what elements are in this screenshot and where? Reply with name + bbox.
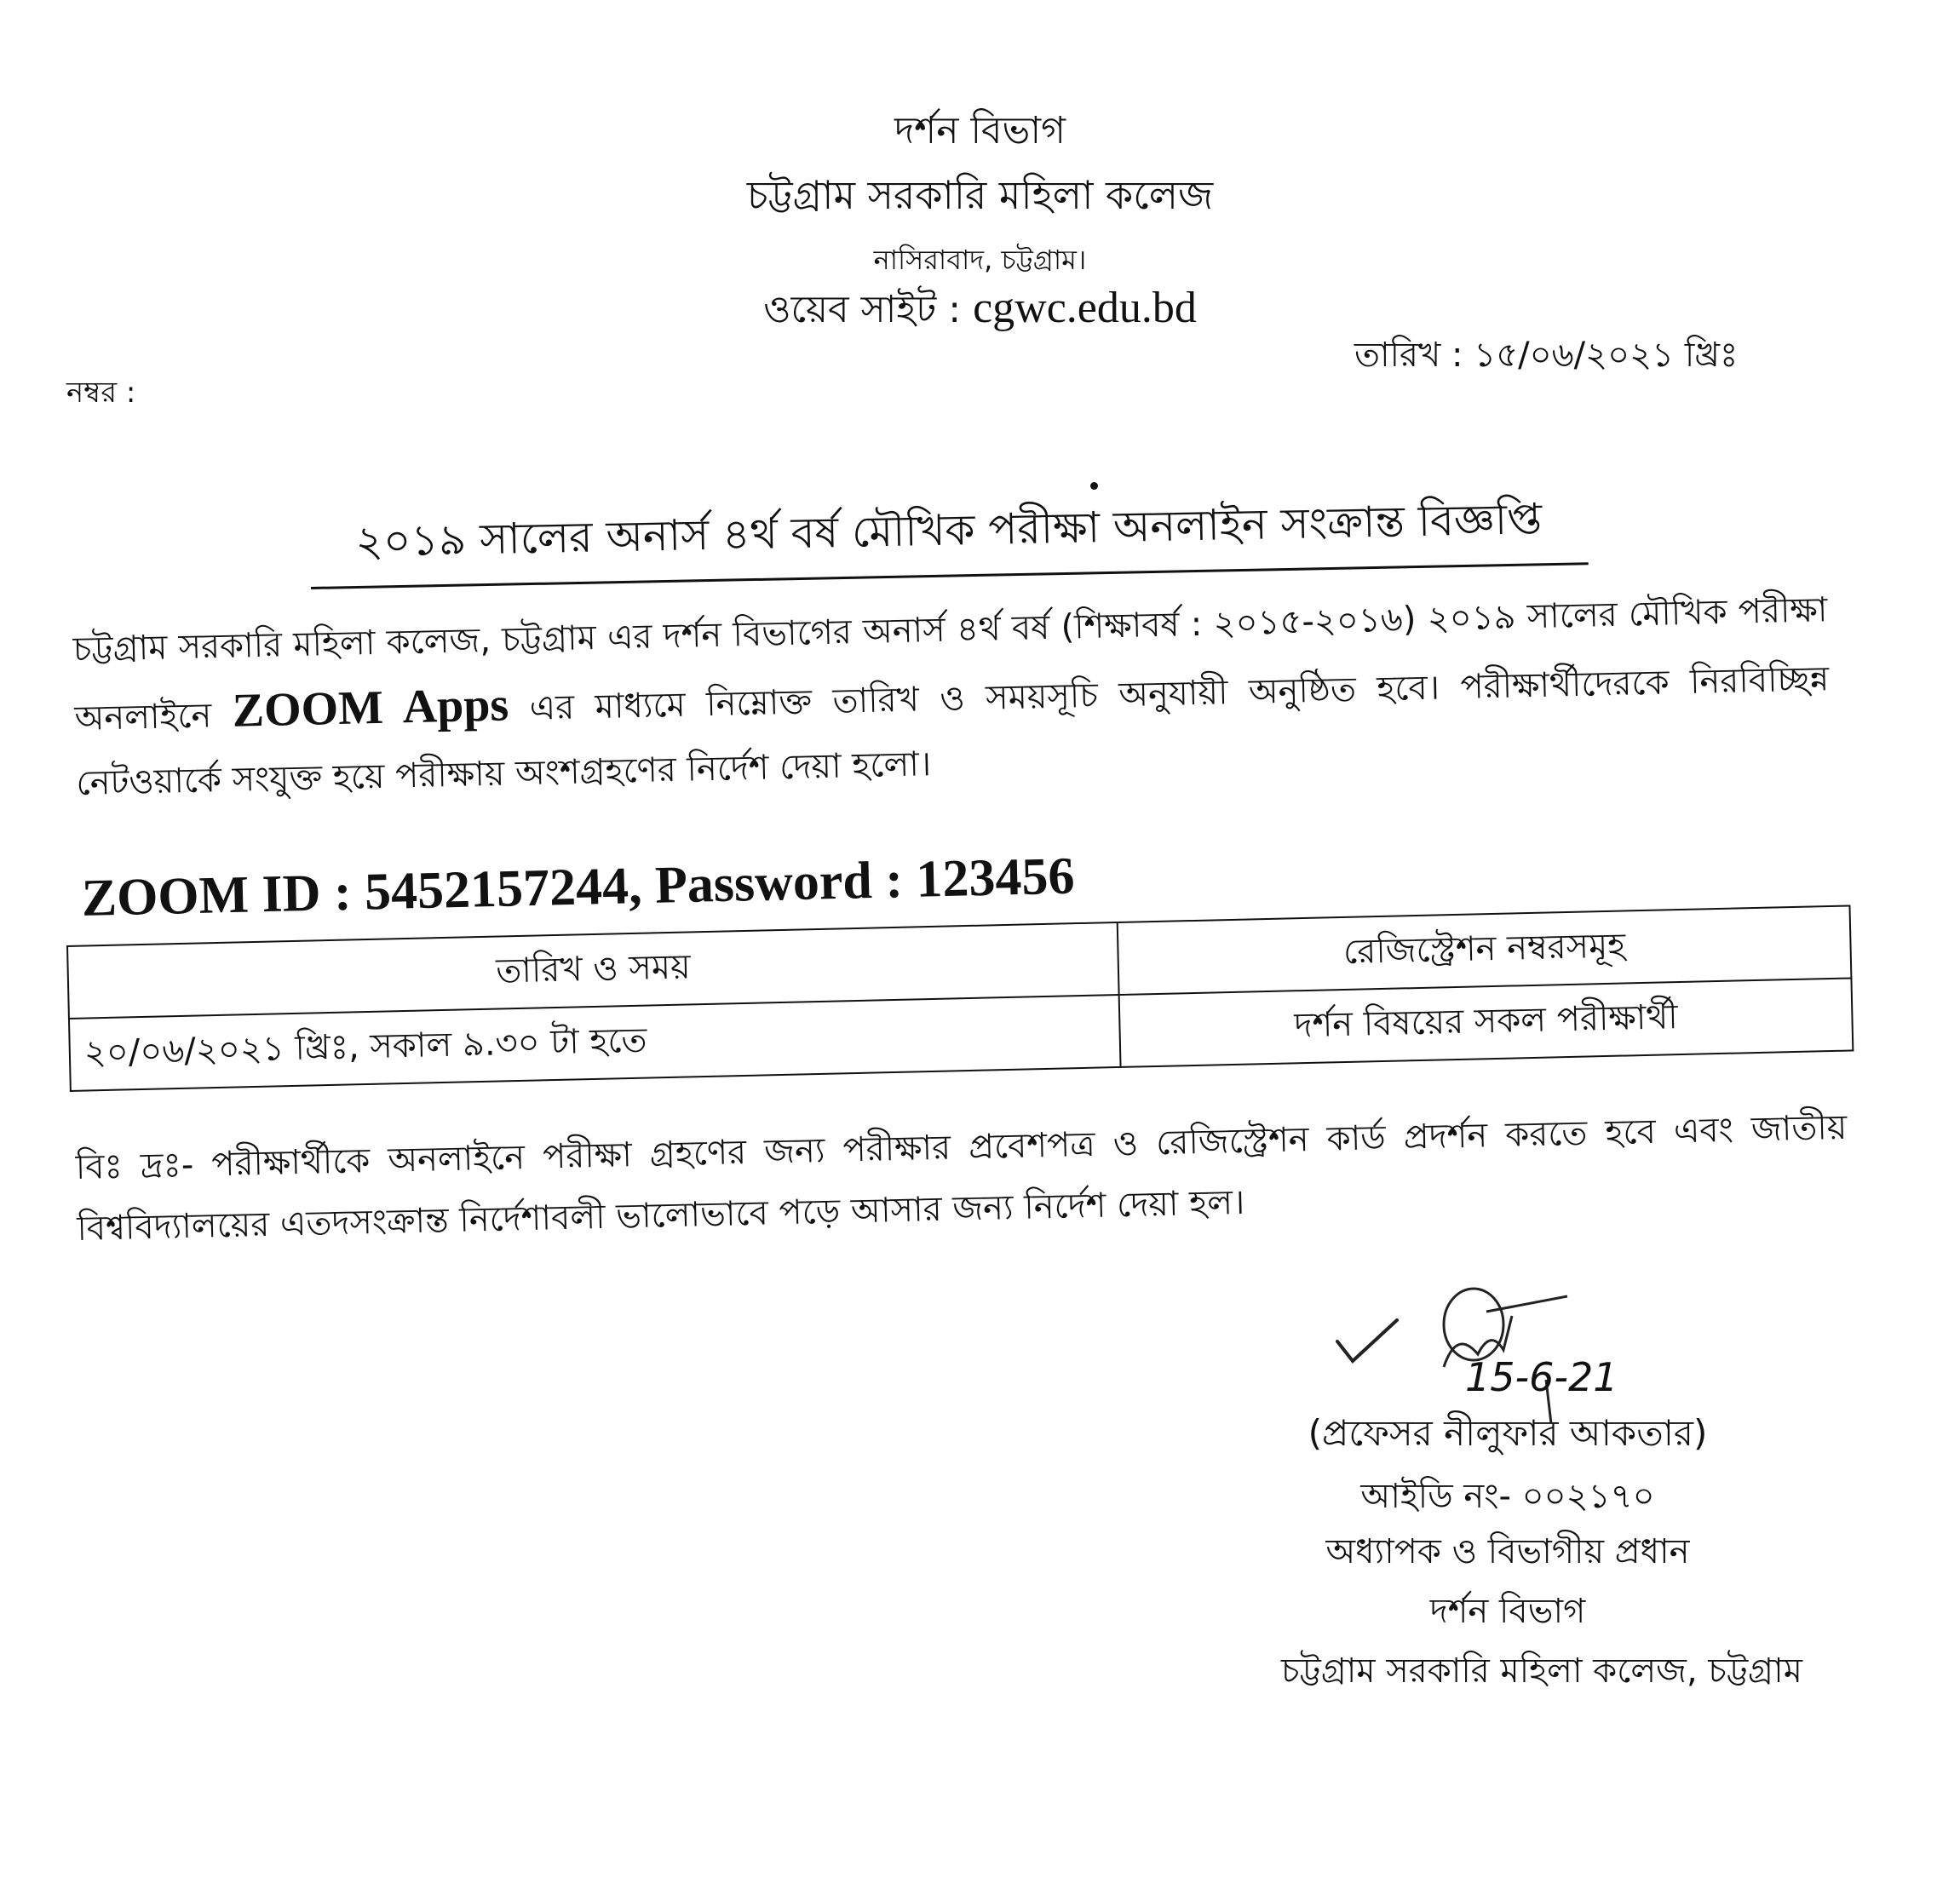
cell-date-time: ২০/০৬/২০২১ খ্রিঃ, সকাল ৯.৩০ টা হতে — [69, 995, 1121, 1091]
date-value: ১৫/০৬/২০২১ খ্রিঃ — [1474, 336, 1739, 375]
check-mark-icon — [1337, 1320, 1397, 1361]
signatory-college: চট্টগ্রাম সরকারি মহিলা কলেজ, চট্টগ্রাম — [1281, 1651, 1802, 1691]
date-label: তারিখ : — [1354, 336, 1463, 375]
handwritten-date: 15-6-21 — [1465, 1354, 1618, 1400]
notice-body — [72, 577, 1831, 816]
zoom-credentials: ZOOM ID : 5452157244, Password : 123456 — [81, 847, 1076, 928]
cell-registration: দর্শন বিষয়ের সকল পরীক্ষার্থী — [1119, 978, 1853, 1066]
header-date-time: তারিখ ও সময় — [67, 922, 1119, 1019]
body-text-1: চট্টগ্রাম সরকারি মহিলা কলেজ, চট্টগ্রাম এর দর্শন বিভাগের অনার্স ৪র্থ বর্ষ (শিক্ষাবর্ষ : ২০১৫-২০১৬) ২০১৯ সালের মৌখিক পরীক্ষা অনলাইনে — [72, 590, 1828, 738]
signatory-name: (প্রফেসর নীলুফার আকতার) — [1308, 1412, 1708, 1454]
notice-date — [1354, 328, 1738, 385]
zoom-apps-highlight: ZOOM Apps — [231, 678, 509, 738]
signature-mark — [1329, 1278, 1670, 1422]
notice-title: ২০১৯ সালের অনার্স ৪র্থ বর্ষ মৌখিক পরীক্ষা অনলাইন সংক্রান্ত বিজ্ঞপ্তি — [309, 486, 1588, 589]
website-label: ওয়েব সাইট : — [763, 288, 962, 331]
ink-speck — [1090, 482, 1098, 490]
signatory-id: আইডি নং- ০০২১৭০ — [1360, 1477, 1655, 1516]
signatory-designation: অধ্যাপক ও বিভাগীয় প্রধান — [1325, 1532, 1690, 1571]
schedule-table — [66, 905, 1854, 1091]
header-registration: রেজিস্ট্রেশন নম্বরসমূহ — [1118, 905, 1851, 994]
department-heading: দর্শন বিভাগ — [894, 109, 1066, 152]
body-text-2: এর মাধ্যমে নিম্নোক্ত তারিখ ও সময়সূচি অনুযায়ী অনুষ্ঠিত হবে। পরীক্ষার্থীদেরকে নিরবিচ্ছিন্ন নেটওয়ার্কে সংযুক্ত হয়ে পরীক্ষায় অংশগ্রহণের নির্দেশ দেয়া হলো। — [75, 659, 1830, 803]
memo-number-label: নম্বর : — [66, 376, 136, 410]
note-paragraph: বিঃ দ্রঃ- পরীক্ষার্থীকে অনলাইনে পরীক্ষা গ্রহণের জন্য পরীক্ষার প্রবেশপত্র ও রেজিস্ট্রেশন কার্ড প্রদর্শন করতে হবে এবং জাতীয় বিশ্ববিদ্যালয়ের এতদসংক্রান্ত নির্দেশাবলী ভালোভাবে পড়ে আসার জন্য নির্দেশ দেয়া হল। — [75, 1107, 1848, 1249]
signatory-department: দর্শন বিভাগ — [1429, 1592, 1586, 1631]
website-link[interactable]: cgwc.edu.bd — [973, 284, 1197, 332]
college-address: নাসিরাবাদ, চট্টগ্রাম। — [873, 244, 1087, 276]
college-name: চট্টগ্রাম সরকারি মহিলা কলেজ — [746, 172, 1214, 218]
